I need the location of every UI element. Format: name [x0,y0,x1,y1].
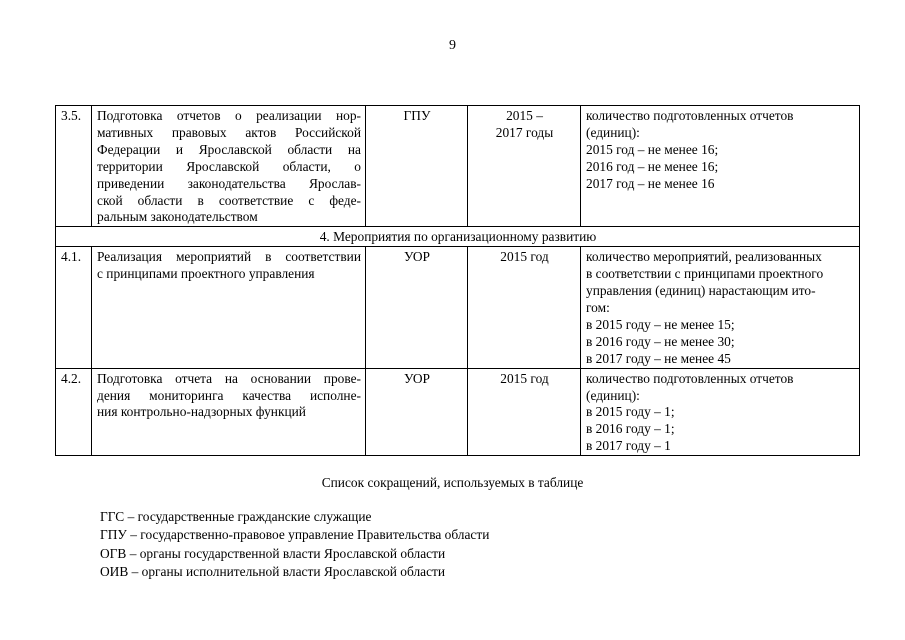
item-indicator [581,106,860,227]
table-row [56,247,860,368]
item-name [92,247,366,368]
item-name-line: Реализация мероприятий в соответствии [97,249,361,265]
item-name-line: Федерации и Ярославской области на [97,141,361,157]
abbreviations-title: Список сокращений, используемых в таблице [321,475,584,490]
item-name-line: с принципами проектного управления [97,266,315,282]
item-term [468,106,581,227]
item-indicator-line: 2016 год – не менее 16; [586,158,719,174]
item-indicator-line: количество подготовленных отчетов [586,108,794,123]
item-term-line: 2015 – [506,108,543,123]
abbreviation-item: ГГС – государственные гражданские служащие [100,509,372,524]
abbreviations-list [100,508,489,581]
item-term-line: 2015 год [500,370,549,386]
item-name [92,106,366,227]
item-name-line: мативных правовых актов Российской [97,124,361,140]
item-term-line: 2017 годы [495,124,554,140]
item-name-line: Подготовка отчета на основании прове- [97,370,361,386]
item-indicator [581,368,860,456]
item-executor: УОР [366,247,468,368]
item-indicator-line: в 2017 году – не менее 45 [586,350,731,366]
item-indicator-line: в 2015 году – не менее 15; [586,316,735,332]
measures-table [55,105,860,456]
item-indicator-line: 2015 год – не менее 16; [586,141,719,157]
abbreviation-item: ГПУ – государственно-правовое управление Правительства области [100,527,490,543]
item-name-line: Подготовка отчетов о реализации нор- [97,108,361,123]
item-indicator-line: (единиц): [586,124,640,140]
item-term [468,368,581,456]
section-title: 4. Мероприятия по организационному развитию [56,227,860,247]
item-indicator-line: в 2015 году – 1; [586,404,675,420]
item-name-line: территории Ярославской области, о [97,158,361,174]
item-indicator-line: в 2016 году – 1; [586,421,675,437]
item-indicator-line: 2017 год – не менее 16 [586,175,715,191]
item-indicator-line: количество подготовленных отчетов [586,370,794,386]
item-term [468,247,581,368]
item-name-line: дения мониторинга качества исполне- [97,387,361,403]
abbreviation-item: ОГВ – органы государственной власти Ярославской области [100,545,446,561]
item-indicator-line: в 2017 году – 1 [586,438,671,454]
item-name [92,368,366,456]
item-indicator-line: (единиц): [586,387,640,403]
table-row [56,106,860,227]
item-name-line: приведении законодательства Ярослав- [97,175,361,191]
item-number: 3.5. [56,106,92,227]
item-number: 4.1. [56,247,92,368]
item-name-line: ральным законодательством [97,209,258,225]
item-term-line: 2015 год [500,249,549,265]
item-number: 4.2. [56,368,92,456]
item-executor: ГПУ [366,106,468,227]
item-indicator-line: гом: [586,299,610,315]
abbreviation-item: ОИВ – органы исполнительной власти Ярославской области [100,563,446,579]
item-indicator [581,247,860,368]
table-row [56,368,860,456]
item-executor: УОР [366,368,468,456]
item-indicator-line: управления (единиц) нарастающим ито- [586,283,816,299]
item-indicator-line: в соответствии с принципами проектного [586,266,824,282]
item-name-line: ской области в соответствие с феде- [97,192,361,208]
item-indicator-line: в 2016 году – не менее 30; [586,333,735,349]
item-name-line: ния контрольно-надзорных функций [97,404,306,420]
item-indicator-line: количество мероприятий, реализованных [586,249,822,265]
page-number: 9 [449,38,456,53]
section-row [56,227,860,247]
